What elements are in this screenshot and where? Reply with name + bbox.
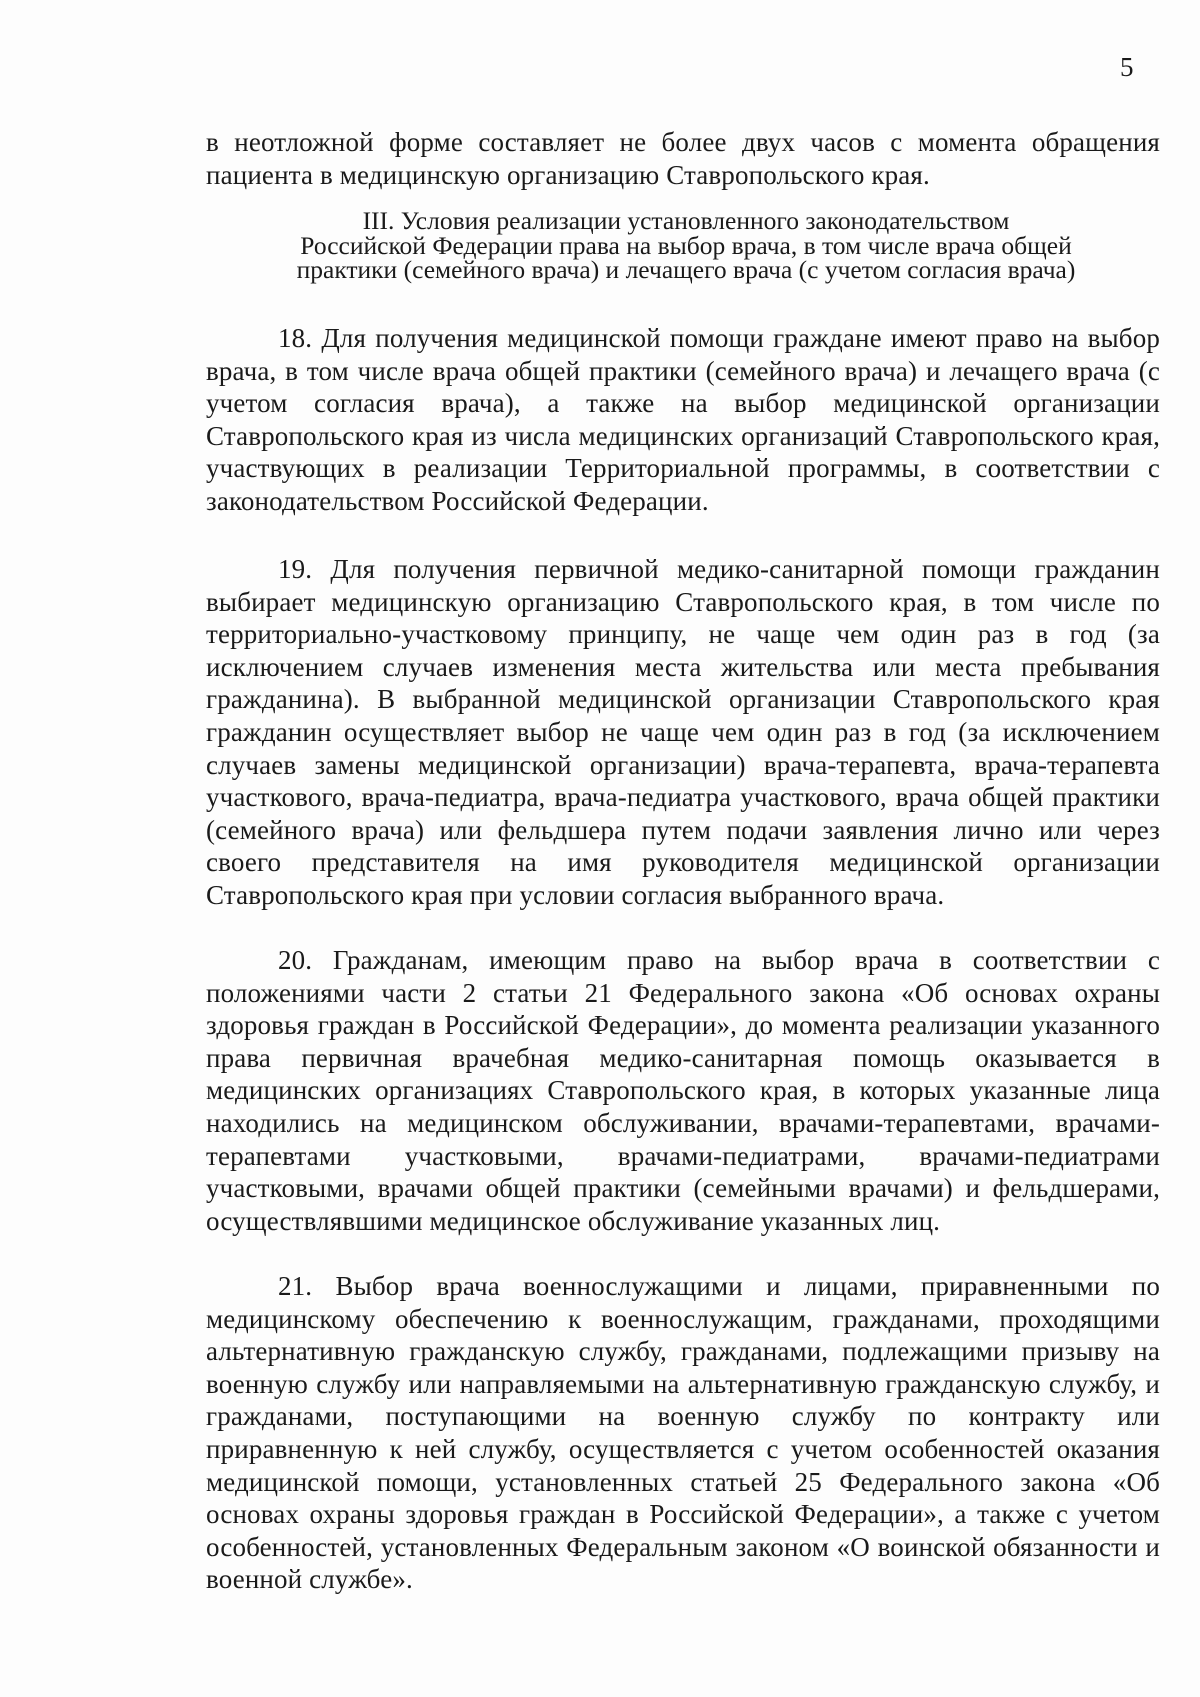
section-heading-line-1: III. Условия реализации установленного законодательством	[362, 206, 1010, 235]
paragraph-19: 19. Для получения первичной медико-санитарной помощи гражданин выбирает медицинскую организацию Ставропольского края, в том числе по территориально-участковому принципу, не чаще чем один раз в год (за исключением случаев изменения места жительства или места пребывания гражданина). В выбранной медицинской организации Ставропольского края гражданин осуществляет выбор не чаще чем один раз в год (за исключением случаев замены медицинской организации) врача-терапевта, врача-терапевта участкового, врача-педиатра, врача-педиатра участкового, врача общей практики (семейного врача) или фельдшера путем подачи заявления лично или через своего представителя на имя руководителя медицинской организации Ставропольского края при условии согласия выбранного врача.	[206, 554, 1160, 910]
section-heading-line-3: практики (семейного врача) и лечащего врача (с учетом согласия врача)	[296, 255, 1076, 284]
intro-paragraph: в неотложной форме составляет не более двух часов с момента обращения пациента в медицинскую организацию Ставропольского края.	[206, 127, 1160, 190]
page-number: 5	[1120, 52, 1134, 82]
section-heading-line-2: Российской Федерации права на выбор врача, в том числе врача общей	[300, 230, 1072, 260]
paragraph-20: 20. Гражданам, имеющим право на выбор врача в соответствии с положениями части 2 статьи 21 Федерального закона «Об основах охраны здоровья граждан в Российской Федерации», до момента реализации указанного права первичная врачебная медико-санитарная помощь оказывается в медицинских организациях Ставропольского края, в которых указанные лица находились на медицинском обслуживании, врачами-терапевтами, врачами-терапевтами участковыми, врачами-педиатрами, врачами-педиатрами участковыми, врачами общей практики (семейными врачами) и фельдшерами, осуществлявшими медицинское обслуживание указанных лиц.	[206, 945, 1160, 1236]
section-heading	[236, 206, 1136, 284]
paragraph-18: 18. Для получения медицинской помощи граждане имеют право на выбор врача, в том числе врача общей практики (семейного врача) и лечащего врача (с учетом согласия врача), а также на выбор медицинской организации Ставропольского края из числа медицинских организаций Ставропольского края, участвующих в реализации Территориальной программы, в соответствии с законодательством Российской Федерации.	[206, 323, 1160, 516]
paragraph-21: 21. Выбор врача военнослужащими и лицами, приравненными по медицинскому обеспечению к военнослужащим, гражданами, проходящими альтернативную гражданскую службу, гражданами, подлежащими призыву на военную службу или направляемыми на альтернативную гражданскую службу, и гражданами, поступающими на военную службу по контракту или приравненную к ней службу, осуществляется с учетом особенностей оказания медицинской помощи, установленных статьей 25 Федерального закона «Об основах охраны здоровья граждан в Российской Федерации», а также с учетом особенностей, установленных Федеральным законом «О воинской обязанности и военной службе».	[206, 1271, 1160, 1595]
